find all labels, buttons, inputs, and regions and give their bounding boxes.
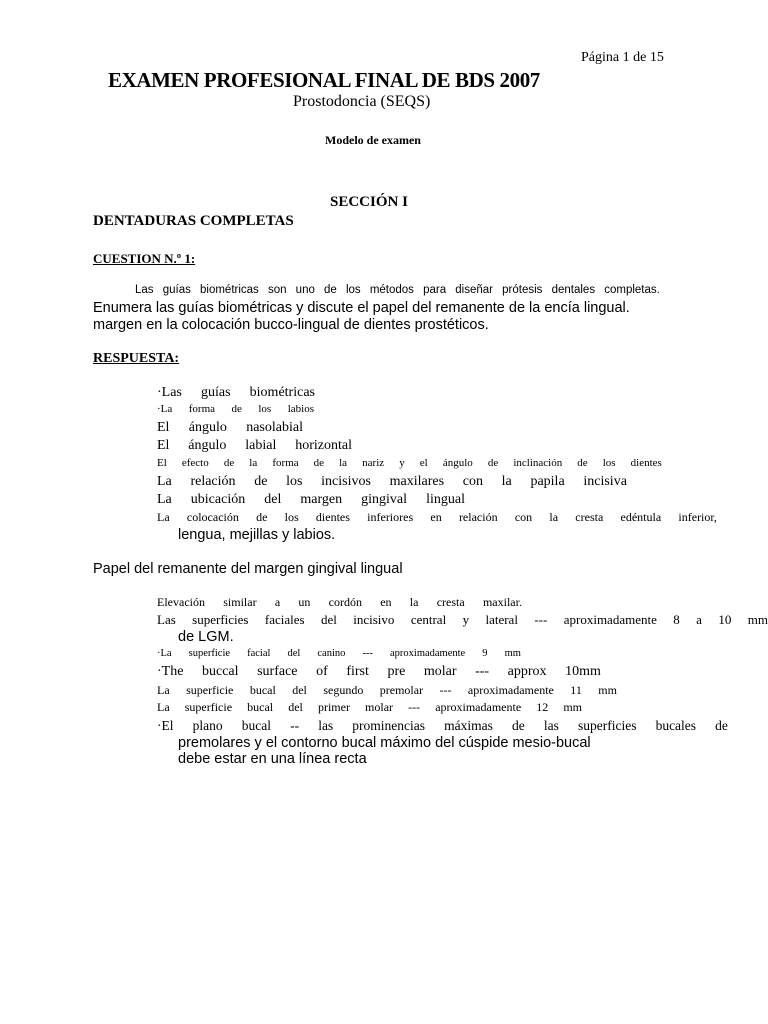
word: primer [317, 700, 350, 714]
word: relación [190, 474, 236, 489]
word: ángulo [188, 420, 227, 435]
paragraph-heading: Papel del remanente del margen gingival lingual [93, 561, 403, 577]
word: la [409, 595, 419, 609]
word: --- [362, 648, 373, 659]
word: Las [135, 284, 154, 296]
word: de [487, 457, 499, 469]
word: maxilar. [482, 595, 522, 609]
word: -- [290, 718, 300, 733]
word: cresta [575, 510, 604, 524]
answer-list-item: lengua, mejillas y labios. [178, 527, 336, 543]
answer-list-item [157, 457, 662, 469]
word: buccal [202, 664, 239, 679]
word: los [284, 510, 299, 524]
word: El [157, 420, 170, 435]
word: de [231, 403, 242, 415]
word: bucales [655, 718, 697, 733]
word: El [157, 457, 167, 469]
word: --- [534, 612, 548, 627]
word: 12 [536, 700, 549, 714]
word: central [410, 612, 447, 627]
word: prótesis [502, 284, 543, 296]
word: --- [439, 683, 452, 697]
word: los [345, 284, 361, 296]
word: superficie [188, 648, 231, 659]
word: aproximadamente [390, 648, 466, 659]
word: dentales [551, 284, 596, 296]
word: los [602, 457, 616, 469]
word: mm [504, 648, 521, 659]
word: molar [365, 700, 394, 714]
question-label: CUESTION N.º 1: [93, 251, 196, 266]
word: incisiva [583, 474, 627, 489]
answer-list-item [157, 474, 627, 490]
word: El [157, 438, 170, 453]
exam-model-label: Modelo de examen [325, 133, 421, 147]
answer-list-item: premolares y el contorno bucal máximo del cúspide mesio-bucal [178, 735, 591, 751]
answer-list-item [157, 403, 314, 415]
word: en [380, 595, 392, 609]
word: lateral [485, 612, 518, 627]
word: lingual [426, 492, 465, 507]
word: bucal [247, 700, 274, 714]
word: máximas [444, 718, 493, 733]
word: completas. [604, 284, 660, 296]
word: La [157, 700, 170, 714]
word: 10mm [565, 664, 601, 679]
word: uno [295, 284, 315, 296]
word: y [399, 457, 405, 469]
answer-list-item: debe estar en una línea recta [178, 751, 367, 767]
word: inferiores [367, 510, 414, 524]
answer-list-item [157, 664, 601, 680]
word: con [514, 510, 533, 524]
word: of [316, 664, 328, 679]
word: bucal [249, 683, 276, 697]
word: superficies [577, 718, 637, 733]
section-heading: SECCIÓN I [330, 194, 408, 210]
word: plano [192, 718, 223, 733]
word: similar [223, 595, 257, 609]
word: premolar [379, 683, 424, 697]
word: 9 [482, 648, 488, 659]
word: La [157, 510, 170, 524]
answer-list-item: de LGM. [178, 629, 234, 645]
word: superficie [186, 683, 234, 697]
answer-list-item [157, 700, 582, 715]
word: La [157, 492, 172, 507]
word: mm [747, 612, 768, 627]
word: aproximadamente [467, 683, 554, 697]
section-subheading: DENTADURAS COMPLETAS [93, 213, 294, 229]
answer-list-item [157, 683, 617, 698]
word: inclinación [513, 457, 563, 469]
question-line-2: Enumera las guías biométricas y discute el papel del remanente de la encía lingual. [93, 300, 630, 316]
word: maxilares [389, 474, 445, 489]
answer-list-item [157, 595, 522, 610]
word: nariz [362, 457, 385, 469]
word: superficies [192, 612, 249, 627]
word: los [286, 474, 303, 489]
word: la [249, 457, 258, 469]
word: aproximadamente [563, 612, 657, 627]
word: de [512, 718, 525, 733]
word: 8 [673, 612, 680, 627]
word: de [715, 718, 728, 733]
word: incisivo [353, 612, 395, 627]
word: efecto [181, 457, 209, 469]
word: de [254, 474, 268, 489]
word: el [419, 457, 428, 469]
word: margen [300, 492, 343, 507]
question-line-3: margen en la colocación bucco-lingual de dientes prostéticos. [93, 317, 489, 333]
word: son [267, 284, 287, 296]
word: ·The [157, 664, 184, 679]
word: y [462, 612, 470, 627]
word: biométricas [200, 284, 259, 296]
word: faciales [264, 612, 305, 627]
answer-list-item [157, 420, 303, 436]
word: ubicación [190, 492, 246, 507]
word: de [313, 457, 325, 469]
word: de [324, 284, 337, 296]
word: horizontal [295, 438, 352, 453]
word: del [264, 492, 282, 507]
word: --- [475, 664, 490, 679]
word: forma [188, 403, 216, 415]
word: 11 [570, 683, 582, 697]
word: las [318, 718, 334, 733]
word: gingival [361, 492, 408, 507]
answer-list-item [157, 492, 465, 508]
word: bucal [241, 718, 271, 733]
word: labios [287, 403, 314, 415]
word: colocación [186, 510, 239, 524]
answer-label: RESPUESTA: [93, 351, 180, 366]
word: nasolabial [246, 420, 303, 435]
word: en [430, 510, 442, 524]
word: facial [247, 648, 271, 659]
word: first [346, 664, 369, 679]
word: inferior, [678, 510, 717, 524]
word: ·El [157, 718, 174, 733]
word: de [577, 457, 588, 469]
word: la [549, 510, 559, 524]
word: cresta [436, 595, 465, 609]
word: a [274, 595, 281, 609]
word: cordón [328, 595, 362, 609]
word: métodos [369, 284, 414, 296]
word: ángulo [188, 438, 227, 453]
word: un [298, 595, 311, 609]
answer-list-item [157, 510, 717, 525]
answer-list-item [157, 612, 768, 628]
word: dientes [630, 457, 662, 469]
word: surface [257, 664, 298, 679]
word: ángulo [442, 457, 473, 469]
word: mm [598, 683, 617, 697]
word: edéntula [620, 510, 662, 524]
word: segundo [323, 683, 364, 697]
word: del [292, 683, 307, 697]
word: la [339, 457, 348, 469]
word: guías [162, 284, 191, 296]
answer-list-item [157, 385, 315, 401]
exam-title: EXAMEN PROFESIONAL FINAL DE BDS 2007 [108, 68, 540, 92]
word: papila [530, 474, 565, 489]
word: superficie [184, 700, 233, 714]
page-number: Página 1 de 15 [581, 50, 664, 65]
word: approx [507, 664, 547, 679]
word: los [258, 403, 272, 415]
answer-list-item [157, 648, 521, 659]
word: --- [408, 700, 421, 714]
word: con [462, 474, 483, 489]
word: canino [317, 648, 346, 659]
word: prominencias [352, 718, 426, 733]
exam-subtitle: Prostodoncia (SEQS) [293, 93, 431, 110]
word: Las [157, 612, 176, 627]
word: la [501, 474, 512, 489]
word: molar [423, 664, 457, 679]
word: Elevación [157, 595, 205, 609]
word: La [157, 683, 170, 697]
word: dientes [315, 510, 350, 524]
word: de [256, 510, 268, 524]
answer-list-item [157, 438, 352, 454]
answer-list-item [157, 718, 728, 734]
word: del [288, 700, 303, 714]
word: para [423, 284, 447, 296]
question-line-1 [135, 284, 660, 296]
word: del [320, 612, 337, 627]
word: biométricas [249, 385, 315, 400]
word: diseñar [455, 284, 493, 296]
word: a [696, 612, 702, 627]
word: forma [272, 457, 299, 469]
word: ·Las [157, 385, 182, 400]
word: 10 [718, 612, 732, 627]
word: incisivos [321, 474, 371, 489]
word: pre [387, 664, 406, 679]
word: relación [458, 510, 498, 524]
word: mm [563, 700, 582, 714]
word: de [223, 457, 235, 469]
word: La [157, 474, 172, 489]
word: ·La [157, 403, 173, 415]
word: guías [201, 385, 231, 400]
word: labial [245, 438, 277, 453]
word: del [287, 648, 301, 659]
word: ·La [157, 648, 172, 659]
word: las [543, 718, 559, 733]
word: aproximadamente [435, 700, 522, 714]
